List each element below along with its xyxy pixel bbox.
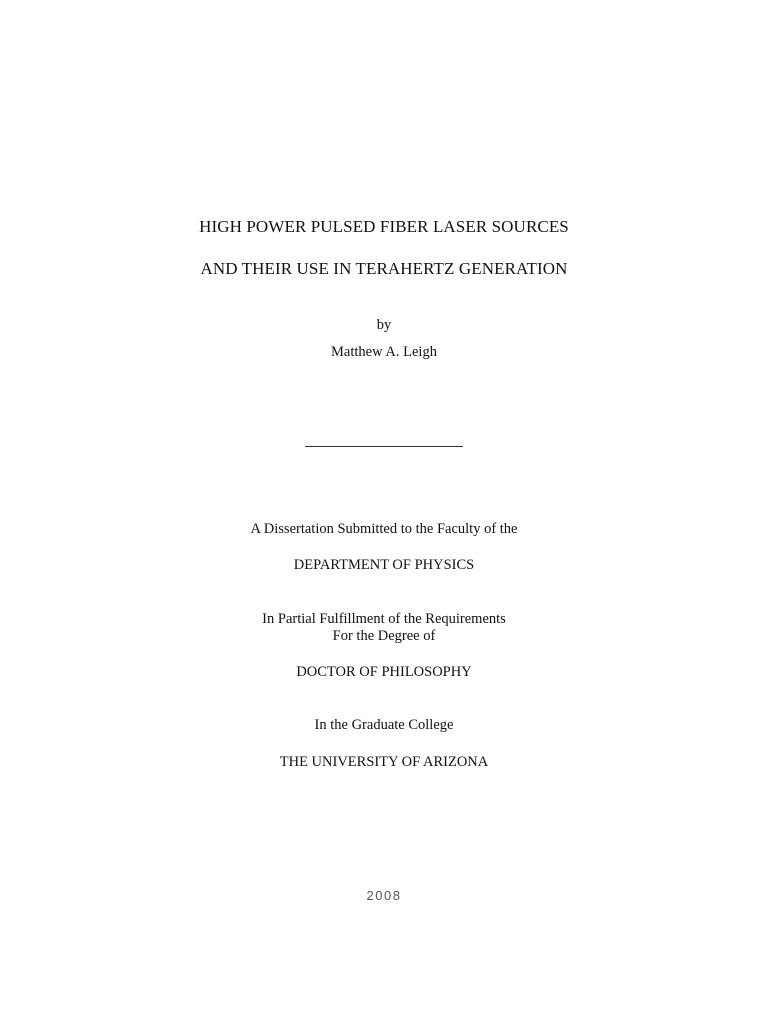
department-name: DEPARTMENT OF PHYSICS [293, 557, 475, 573]
author-name: Matthew A. Leigh [331, 344, 437, 360]
dissertation-title-line-2: AND THEIR USE IN TERAHERTZ GENERATION [200, 259, 568, 278]
university-name: THE UNIVERSITY OF ARIZONA [279, 754, 489, 770]
by-label: by [376, 317, 392, 333]
graduate-college: In the Graduate College [314, 717, 454, 733]
year: 2008 [366, 888, 402, 903]
dissertation-title-line-1: HIGH POWER PULSED FIBER LASER SOURCES [199, 217, 569, 236]
degree-name: DOCTOR OF PHILOSOPHY [296, 664, 472, 680]
degree-for-statement: For the Degree of [332, 628, 436, 644]
signature-rule [305, 446, 463, 447]
fulfillment-statement: In Partial Fulfillment of the Requirements [262, 611, 506, 627]
submission-statement: A Dissertation Submitted to the Faculty of the [250, 521, 518, 537]
